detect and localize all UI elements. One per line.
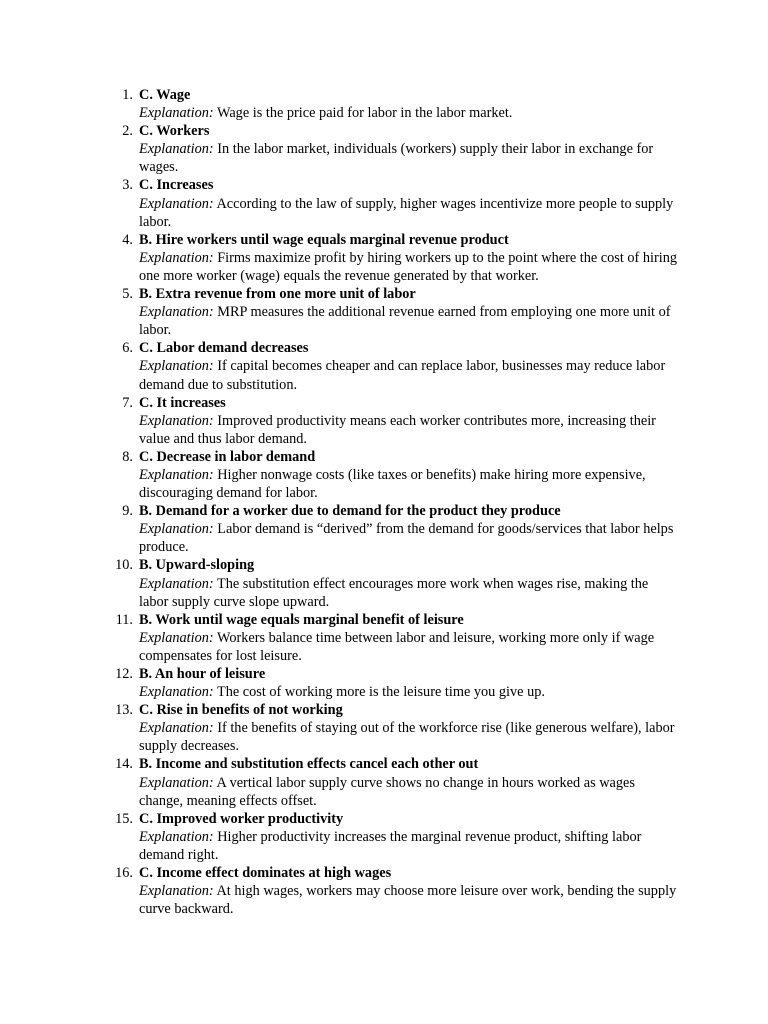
explanation-text: Workers balance time between labor and leisure, working more only if wage compensates for lost leisure. <box>139 629 655 664</box>
explanation-text: At high wages, workers may choose more leisure over work, bending the supply curve backward. <box>139 883 677 918</box>
list-item <box>0 864 768 918</box>
explanation-label: Explanation: <box>139 883 214 900</box>
explanation-label: Explanation: <box>139 828 214 845</box>
item-answer: C. Improved worker productivity <box>139 810 344 827</box>
item-explanation <box>139 828 678 864</box>
explanation-label: Explanation: <box>139 304 214 321</box>
item-explanation <box>139 104 678 122</box>
list-item <box>0 701 768 755</box>
item-number: 5. <box>122 286 133 303</box>
item-number: 13. <box>115 702 133 719</box>
item-number: 15. <box>115 810 133 827</box>
explanation-text: According to the law of supply, higher wages incentivize more people to supply labor. <box>139 195 674 230</box>
explanation-text: The substitution effect encourages more work when wages rise, making the labor supply curve slope upward. <box>139 575 649 610</box>
list-item <box>0 176 768 230</box>
list-item <box>0 394 768 448</box>
list-item <box>0 122 768 176</box>
item-answer: B. Income and substitution effects cancel each other out <box>139 756 479 773</box>
explanation-text: Wage is the price paid for labor in the labor market. <box>216 105 513 122</box>
list-item <box>0 231 768 285</box>
item-number: 4. <box>122 231 133 248</box>
list-item <box>0 285 768 339</box>
explanation-label: Explanation: <box>139 412 214 429</box>
document-page <box>0 86 768 918</box>
explanation-label: Explanation: <box>139 249 214 266</box>
item-explanation <box>139 575 678 611</box>
answer-list <box>0 86 768 918</box>
list-item <box>0 611 768 665</box>
item-answer: C. Workers <box>139 123 210 140</box>
item-answer: B. An hour of leisure <box>139 666 266 682</box>
explanation-text: If the benefits of staying out of the workforce rise (like generous welfare), labor supply decreases. <box>139 720 675 755</box>
item-explanation <box>139 520 678 556</box>
item-explanation <box>139 303 678 339</box>
item-answer: B. Work until wage equals marginal benefit of leisure <box>139 611 464 628</box>
item-number: 6. <box>122 340 133 357</box>
explanation-text: Higher productivity increases the marginal revenue product, shifting labor demand right. <box>139 828 642 863</box>
explanation-text: Labor demand is “derived” from the demand for goods/services that labor helps produce. <box>139 521 674 556</box>
item-answer: C. Rise in benefits of not working <box>139 702 343 719</box>
item-explanation <box>139 140 678 176</box>
item-answer: C. It increases <box>139 394 226 411</box>
item-explanation <box>139 195 678 231</box>
item-number: 14. <box>115 756 133 773</box>
item-number: 3. <box>122 177 133 194</box>
list-item <box>0 339 768 393</box>
explanation-text: Higher nonwage costs (like taxes or benefits) make hiring more expensive, discouraging demand for labor. <box>139 466 646 502</box>
item-explanation <box>139 774 678 810</box>
item-number: 9. <box>122 503 133 520</box>
list-item <box>0 556 768 610</box>
explanation-label: Explanation: <box>139 521 214 538</box>
list-item <box>0 665 768 701</box>
explanation-text: Improved productivity means each worker contributes more, increasing their value and thus labor demand. <box>139 412 656 447</box>
item-explanation <box>139 683 678 701</box>
item-answer: C. Labor demand decreases <box>139 340 309 357</box>
item-number: 16. <box>115 865 133 882</box>
list-item <box>0 810 768 864</box>
explanation-text: The cost of working more is the leisure time you give up. <box>216 684 545 701</box>
explanation-label: Explanation: <box>139 141 214 158</box>
item-answer: B. Hire workers until wage equals marginal revenue product <box>139 231 509 248</box>
item-number: 8. <box>122 448 133 465</box>
item-explanation <box>139 249 678 285</box>
list-item <box>0 755 768 809</box>
explanation-text: MRP measures the additional revenue earned from employing one more unit of labor. <box>139 304 671 339</box>
explanation-label: Explanation: <box>139 575 214 592</box>
explanation-label: Explanation: <box>139 720 214 737</box>
item-explanation <box>139 357 678 393</box>
item-answer: C. Wage <box>139 87 191 103</box>
explanation-label: Explanation: <box>139 629 214 646</box>
item-explanation <box>139 882 678 918</box>
item-answer: B. Demand for a worker due to demand for the product they produce <box>139 503 561 520</box>
explanation-label: Explanation: <box>139 105 214 122</box>
item-answer: B. Extra revenue from one more unit of labor <box>139 286 416 303</box>
item-answer: B. Upward-sloping <box>139 557 255 574</box>
item-number: 10. <box>115 557 133 574</box>
explanation-label: Explanation: <box>139 774 214 791</box>
explanation-label: Explanation: <box>139 684 214 701</box>
item-number: 11. <box>115 611 133 628</box>
list-item <box>0 86 768 122</box>
item-answer: C. Increases <box>139 177 214 194</box>
list-item <box>0 448 768 502</box>
item-number: 2. <box>122 123 133 140</box>
item-explanation <box>139 412 678 448</box>
explanation-label: Explanation: <box>139 358 214 375</box>
explanation-text: In the labor market, individuals (workers) supply their labor in exchange for wages. <box>139 141 654 176</box>
explanation-text: If capital becomes cheaper and can replace labor, businesses may reduce labor demand due to substitution. <box>139 358 666 393</box>
item-explanation <box>139 629 678 665</box>
explanation-text: A vertical labor supply curve shows no change in hours worked as wages change, meaning effects offset. <box>139 774 635 809</box>
explanation-text: Firms maximize profit by hiring workers up to the point where the cost of hiring one more worker (wage) equals the revenue generated by that worker. <box>139 249 678 284</box>
explanation-label: Explanation: <box>139 195 214 212</box>
explanation-label: Explanation: <box>139 466 214 483</box>
item-number: 12. <box>115 666 133 682</box>
item-answer: C. Income effect dominates at high wages <box>139 865 392 882</box>
item-explanation <box>139 719 678 755</box>
item-explanation <box>139 466 678 502</box>
item-number: 7. <box>122 394 133 411</box>
list-item <box>0 502 768 556</box>
item-answer: C. Decrease in labor demand <box>139 448 316 465</box>
item-number: 1. <box>122 87 133 103</box>
